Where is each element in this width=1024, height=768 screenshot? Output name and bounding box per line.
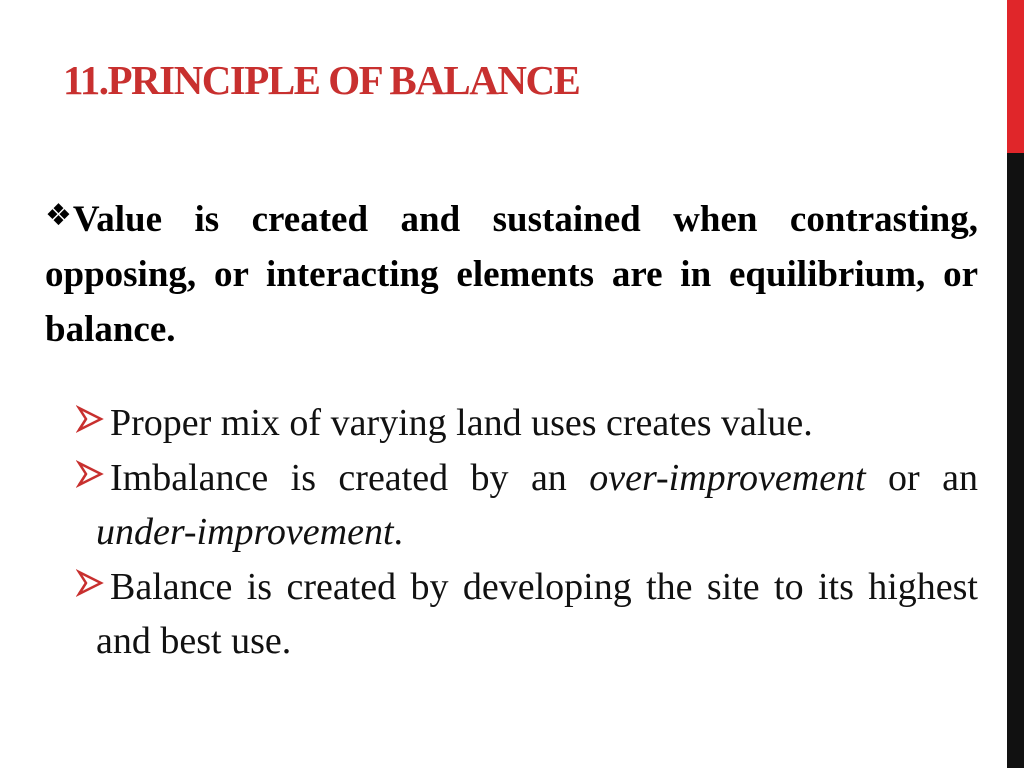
main-point-text: Value is created and sustained when contrasting, opposing, or interacting elements are in equilibrium, or balance. <box>45 199 978 350</box>
arrow-bullet-icon <box>76 395 110 449</box>
accent-bar-top <box>1007 0 1024 153</box>
sub-point-text: Proper mix of varying land uses creates value. <box>110 402 813 444</box>
sub-point-text: Balance is created by developing the site to its highest and best use. <box>96 566 978 662</box>
accent-bar-bottom <box>1007 153 1024 768</box>
diamond-bullet-icon: ❖ <box>45 198 72 233</box>
main-point <box>45 188 978 357</box>
sub-point-3 <box>76 559 978 668</box>
sub-point-italic-term: under-improvement <box>96 511 394 553</box>
slide-title: 11.PRINCIPLE OF BALANCE <box>63 57 580 103</box>
sub-point-2 <box>76 450 978 559</box>
sub-point-italic-term: over-improvement <box>589 457 866 499</box>
sub-point-text-middle: or an <box>865 457 978 499</box>
arrow-bullet-icon <box>76 559 110 613</box>
arrow-bullet-icon <box>76 450 110 504</box>
sub-point-1 <box>76 395 978 450</box>
sub-point-text-before: Imbalance is created by an <box>110 457 590 499</box>
sub-point-list <box>76 395 978 668</box>
sub-point-text-after: . <box>393 511 404 553</box>
